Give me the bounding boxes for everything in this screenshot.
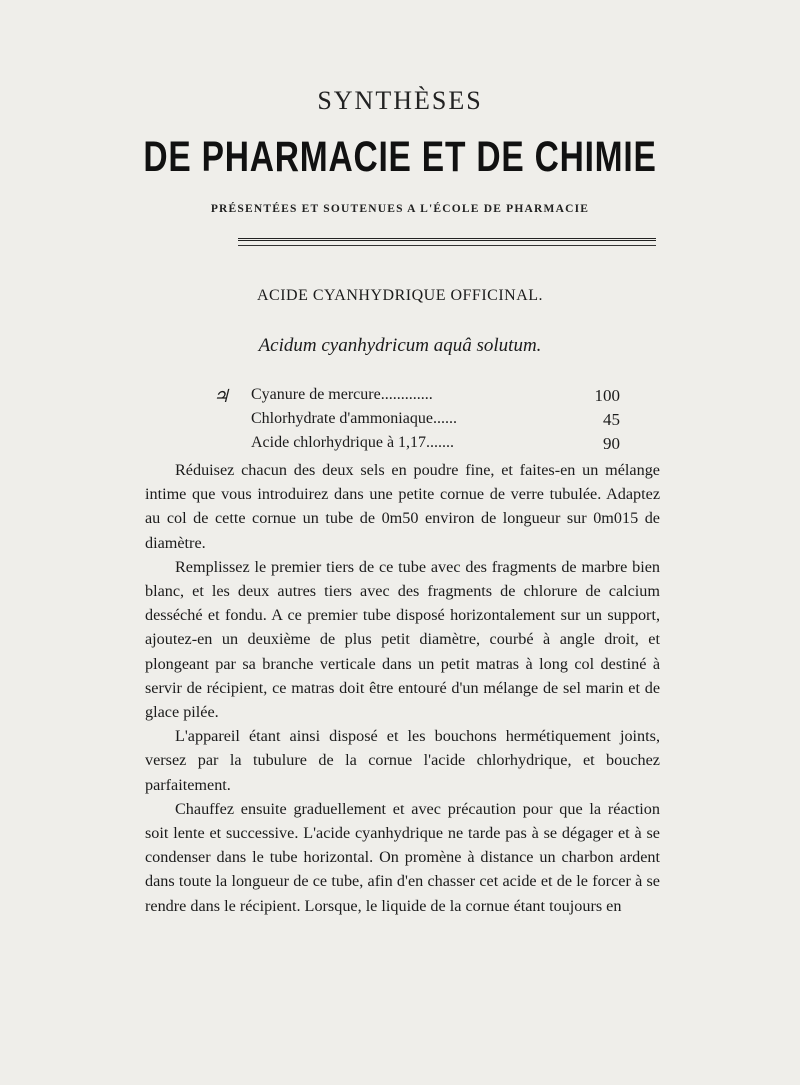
divider-rule	[238, 238, 656, 241]
recipe-item-name: Chlorhydrate d'ammoniaque......	[251, 410, 457, 427]
divider-rule-thin	[238, 245, 656, 246]
subtitle: PRÉSENTÉES ET SOUTENUES A L'ÉCOLE DE PHARMACIE	[210, 203, 590, 215]
paragraph: Chauffez ensuite graduellement et avec précaution pour que la réaction soit lente et successive. L'acide cyanhydrique ne tarde pas à se dégager et à se condenser dans le tube horizontal. On promène à distance un charbon ardent dans toute la longueur de ce tube, afin d'en chasser cet acide et de le forcer à se rendre dans le récipient. Lorsque, le liquide de la cornue étant toujours en	[145, 799, 660, 915]
recipe-item-amount: 100	[594, 386, 620, 405]
recipe-symbol: ♃	[213, 386, 230, 406]
recipe-item-amount: 45	[603, 410, 620, 429]
paragraph: Remplissez le premier tiers de ce tube avec des fragments de marbre bien blanc, et les deux autres tiers avec des fragments de chlorure de calcium desséché et fondu. A ce premier tube disposé horizontalement sur un support, ajoutez-en un deuxième de plus petit diamètre, courbé à angle droit, et plongeant par sa branche verticale dans un petit matras à long col destiné à servir de récipient, ce matras doit être entouré d'un mélange de sel marin et de glace pilée.	[145, 557, 660, 722]
recipe-item-name: Acide chlorhydrique à 1,17.......	[251, 434, 455, 451]
body-text	[145, 458, 660, 918]
section-title: ACIDE CYANHYDRIQUE OFFICINAL.	[256, 287, 544, 304]
recipe-item-name: Cyanure de mercure.............	[251, 386, 433, 403]
paragraph: L'appareil étant ainsi disposé et les bouchons hermétiquement joints, versez par la tubulure de la cornue l'acide chlorhydrique, et bouchez parfaitement.	[145, 727, 660, 794]
latin-name: Acidum cyanhydricum aquâ solutum.	[258, 335, 542, 356]
title-line-2: DE PHARMACIE ET DE CHIMIE	[143, 133, 657, 181]
paragraph: Réduisez chacun des deux sels en poudre fine, et faites-en un mélange intime que vous introduirez dans une petite cornue de verre tubulée. Adaptez au col de cette cornue un tube de 0m50 environ de longueur sur 0m015 de diamètre.	[145, 461, 660, 552]
recipe-item-amount: 90	[603, 434, 620, 453]
title-line-1: SYNTHÈSES	[317, 86, 483, 115]
